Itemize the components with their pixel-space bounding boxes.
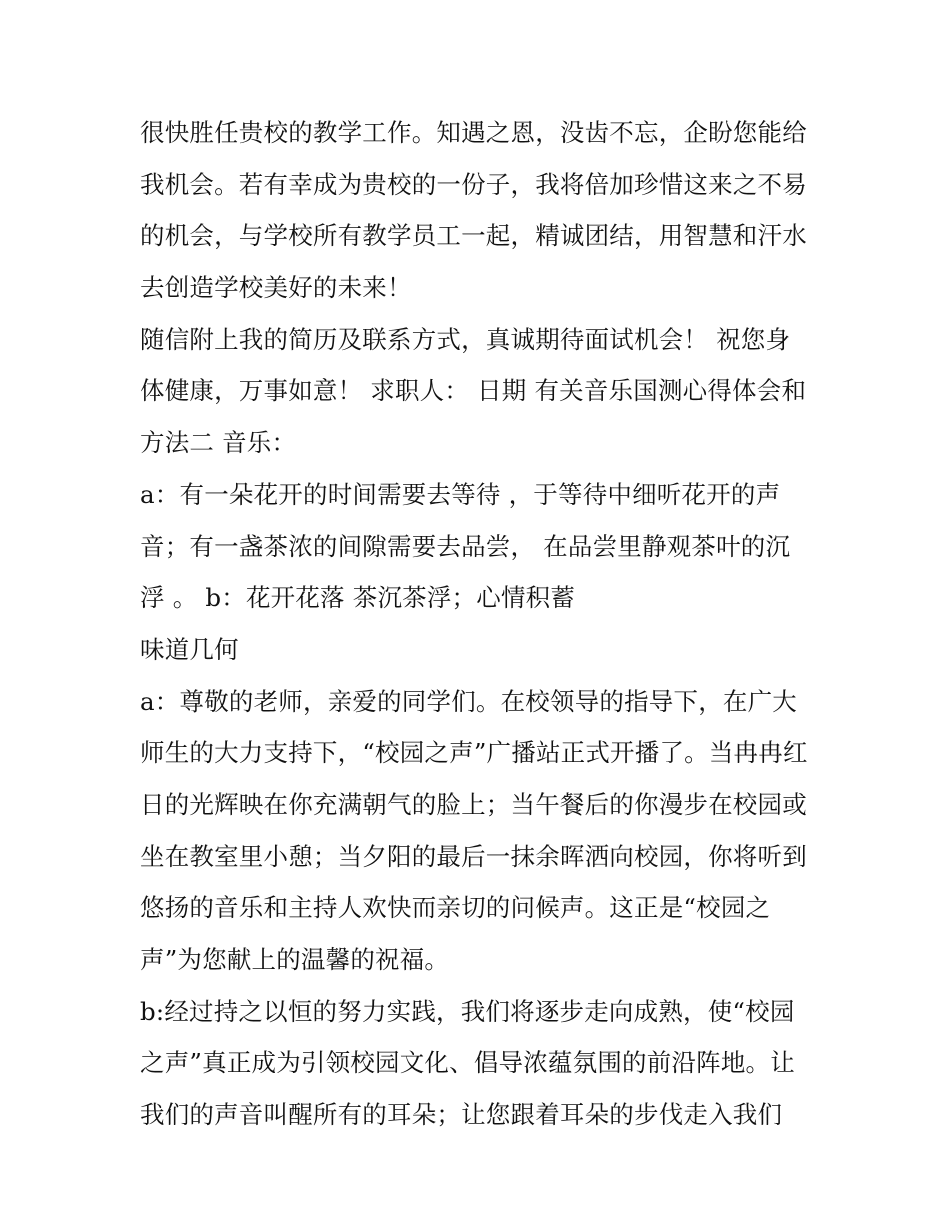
text-line: 日的光辉映在你充满朝气的脸上；当午餐后的你漫步在校园或 (140, 789, 807, 819)
text-line: a：尊敬的老师，亲爱的同学们。在校领导的指导下，在广大 (140, 686, 798, 716)
text-line: 去创造学校美好的未来！ (140, 273, 412, 303)
text-line: a：有一朵花开的时间需要去等待 ，于等待中细听花开的声 (140, 479, 781, 509)
text-line: 很快胜任贵校的教学工作。知遇之恩，没齿不忘，企盼您能给 (140, 118, 807, 147)
text-line: 音；有一盏茶浓的间隙需要去品尝， 在品尝里静观茶叶的沉 (140, 531, 791, 561)
text-line: 体健康，万事如意！ 求职人： 日期 有关音乐国测心得体会和 (140, 376, 807, 406)
document-body (140, 107, 820, 1141)
text-line: 师生的大力支持下，“校园之声”广播站正式开播了。当冉冉红 (140, 738, 808, 768)
text-line: 随信附上我的简历及联系方式，真诚期待面试机会！ 祝您身 (140, 324, 791, 354)
text-line: 坐在教室里小憩；当夕阳的最后一抹余晖洒向校园，你将听到 (140, 841, 807, 871)
text-line: 悠扬的音乐和主持人欢快而亲切的问候声。这正是“校园之 (140, 893, 771, 923)
text-line: 我机会。若有幸成为贵校的一份子，我将倍加珍惜这来之不易 (140, 169, 807, 199)
text-line: 的机会，与学校所有教学员工一起，精诚团结，用智慧和汗水 (140, 221, 807, 251)
text-line: 之声”真正成为引领校园文化、倡导浓蕴氛围的前沿阵地。让 (140, 1048, 795, 1078)
text-line: b:经过持之以恒的努力实践，我们将逐步走向成熟，使“校园 (140, 996, 795, 1026)
text-line: 声”为您献上的温馨的祝福。 (140, 945, 450, 974)
text-line: 浮 。 b：花开花落 茶沉茶浮；心情积蓄 (140, 583, 576, 613)
text-line: 我们的声音叫醒所有的耳朵；让您跟着耳朵的步伐走入我们 (140, 1100, 783, 1130)
text-line: 方法二 音乐： (140, 428, 297, 458)
text-line: 味道几何 (140, 634, 239, 664)
